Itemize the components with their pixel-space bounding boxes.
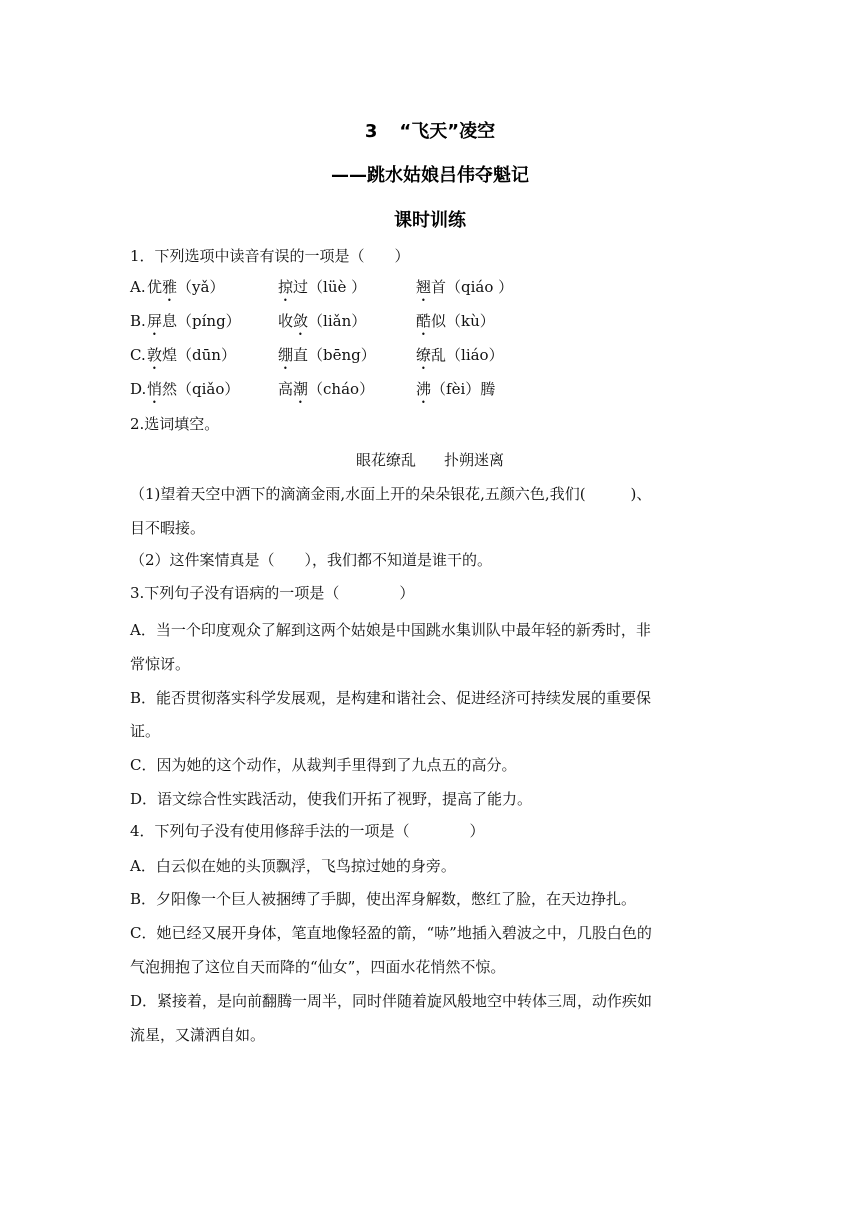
item-text: （liǎn） — [308, 312, 367, 330]
emphasized-character: 敦 — [147, 346, 163, 364]
q4-option-d-line-1: D．紧接着，是向前翻腾一周半，同时伴随着旋风般地空中转体三周，动作疾如 — [130, 992, 653, 1010]
q4-stem: 4．下列句子没有使用修辞手法的一项是（ ） — [130, 822, 485, 840]
emphasized-character: 绷 — [278, 346, 294, 364]
item-text: 然（qiǎo） — [162, 380, 240, 398]
option-label: A. — [130, 278, 146, 296]
q3-stem: 3.下列句子没有语病的一项是（ ） — [130, 584, 415, 602]
pinyin-item — [416, 345, 504, 373]
item-text: 息（píng） — [162, 312, 241, 330]
section-heading: 课时训练 — [394, 210, 466, 231]
item-text: 优 — [147, 278, 163, 296]
emphasized-character: 悄 — [147, 380, 163, 398]
pinyin-item — [147, 379, 239, 407]
item-text: 高 — [278, 380, 294, 398]
pinyin-item — [416, 311, 495, 339]
item-text: 乱（liáo） — [431, 346, 504, 364]
q2-sentence-2: （2）这件案情真是（ ），我们都不知道是谁干的。 — [130, 551, 493, 569]
option-label: C. — [130, 346, 146, 364]
emphasized-character: 酷 — [416, 312, 432, 330]
emphasized-character: 沸 — [416, 380, 432, 398]
pinyin-item — [278, 345, 376, 373]
pinyin-item — [416, 379, 495, 407]
q3-option-a-line-1: A．当一个印度观众了解到这两个姑娘是中国跳水集训队中最年轻的新秀时，非 — [130, 621, 651, 639]
option-label: D. — [130, 380, 147, 398]
item-text: 首（qiáo ） — [431, 278, 514, 296]
item-text: 收 — [278, 312, 294, 330]
lesson-title-text: “飞天”凌空 — [399, 121, 496, 142]
q2-word-bank — [0, 449, 860, 470]
q3-option-b-line-2: 证。 — [130, 722, 161, 740]
word-option: 眼花缭乱 — [355, 451, 416, 469]
emphasized-character: 雅 — [162, 278, 178, 296]
lesson-title — [0, 117, 860, 143]
q3-option-d: D．语文综合性实践活动，使我们开拓了视野，提高了能力。 — [130, 790, 533, 808]
emphasized-character: 屏 — [147, 312, 163, 330]
word-option: 扑朔迷离 — [444, 451, 505, 469]
q4-option-c-line-2: 气泡拥抱了这位自天而降的“仙女”，四面水花悄然不惊。 — [130, 958, 506, 976]
q3-option-a-line-2: 常惊讶。 — [130, 655, 191, 673]
q2-stem: 2.选词填空。 — [130, 415, 220, 433]
pinyin-item — [416, 277, 513, 305]
q2-sentence-1-line-2: 目不暇接。 — [130, 519, 206, 537]
lesson-subtitle: ——跳水姑娘吕伟夺魁记 — [331, 165, 529, 186]
item-text: 煌（dūn） — [162, 346, 236, 364]
q4-option-c-line-1: C．她已经又展开身体，笔直地像轻盈的箭，“哧”地插入碧波之中，几股白色的 — [130, 924, 652, 942]
item-text: （fèi）腾 — [431, 380, 496, 398]
item-text: 似（kù） — [431, 312, 495, 330]
item-text: 直（bēng） — [293, 346, 376, 364]
pinyin-item — [147, 345, 236, 373]
emphasized-character: 翘 — [416, 278, 432, 296]
q4-option-d-line-2: 流星，又潇洒自如。 — [130, 1026, 266, 1044]
q1-stem: 1．下列选项中读音有误的一项是（ ） — [130, 247, 410, 265]
emphasized-character: 敛 — [293, 312, 309, 330]
item-text: （yǎ） — [177, 278, 225, 296]
q4-option-b: B．夕阳像一个巨人被捆缚了手脚，使出浑身解数，憋红了脸，在天边挣扎。 — [130, 890, 637, 908]
q3-option-c: C．因为她的这个动作，从裁判手里得到了九点五的高分。 — [130, 756, 517, 774]
q4-option-a: A．白云似在她的头顶飘浮，飞鸟掠过她的身旁。 — [130, 857, 456, 875]
emphasized-character: 缭 — [416, 346, 432, 364]
item-text: 过（lüè ） — [293, 278, 367, 296]
emphasized-character: 掠 — [278, 278, 294, 296]
pinyin-item — [278, 379, 374, 407]
pinyin-item — [147, 311, 241, 339]
lesson-number: 3 — [364, 121, 378, 142]
q3-option-b-line-1: B．能否贯彻落实科学发展观，是构建和谐社会、促进经济可持续发展的重要保 — [130, 689, 652, 707]
option-label: B. — [130, 312, 146, 330]
pinyin-item — [278, 277, 366, 305]
q2-sentence-1-line-1: （1)望着天空中洒下的滴滴金雨,水面上开的朵朵银花,五颜六色,我们( )、 — [130, 485, 652, 503]
pinyin-item — [278, 311, 366, 339]
item-text: （cháo） — [308, 380, 375, 398]
emphasized-character: 潮 — [293, 380, 309, 398]
pinyin-item — [147, 277, 224, 305]
